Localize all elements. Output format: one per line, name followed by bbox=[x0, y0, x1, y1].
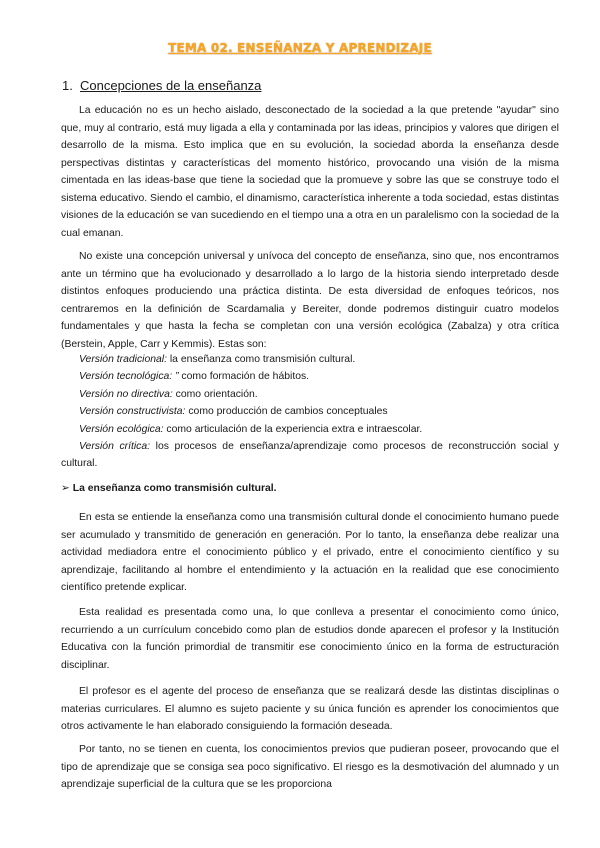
list-item bbox=[61, 368, 559, 385]
version-text: como articulación de la experiencia extra e intraescolar. bbox=[163, 423, 423, 435]
paragraph: Por tanto, no se tienen en cuenta, los conocimientos previos que pudieran poseer, provocando que el tipo de aprendizaje que se consiga sea poco significativo. El riesgo es la desmotivación del alumnado y un aprendizaje superficial de la cultura que se les proporciona bbox=[61, 744, 559, 790]
version-text: como producción de cambios conceptuales bbox=[185, 406, 388, 418]
version-text: como formación de hábitos. bbox=[178, 371, 310, 383]
version-label: Versión no directiva: bbox=[79, 388, 173, 400]
paragraph: En esta se entiende la enseñanza como una transmisión cultural donde el conocimiento humano puede ser acumulado y transmitido de generación en generación. Por lo tanto, la enseñanza debe realizar una actividad mediadora entre el conocimiento público y el privado, entre el conocimiento científico y su aprendizaje, facilitando al hombre el entendimiento y la actuación en la realidad que ese conocimiento científico pretende explicar. bbox=[61, 512, 559, 593]
version-text: la enseñanza como transmisión cultural. bbox=[166, 354, 356, 365]
section-heading-text: Concepciones de la enseñanza bbox=[80, 78, 262, 93]
arrow-bullet-icon: ➢ bbox=[61, 483, 70, 494]
paragraph: La educación no es un hecho aislado, desconectado de la sociedad a la que pretende "ayudar" sino que, muy al contrario, está muy ligada a ella y contaminada por las ideas, principios y valores que dirigen el desarrollo de la misma. Esto implica que en su evolución, la sociedad aborda la enseñanza desde perspectivas distintas y características del momento histórico, provocando una visión de la misma cimentada en las ideas-base que tiene la sociedad que la promueve y sobre las que se construye todo el sistema educativo. Siendo el cambio, el dinamismo, característica inherente a toda sociedad, estas distintas visiones de la educación se van sucediendo en el tiempo una a otra en un paralelismo con la sociedad de la cual emanan. bbox=[61, 105, 559, 239]
version-text: los procesos de enseñanza/aprendizaje como procesos de reconstrucción social y cultural. bbox=[61, 441, 559, 470]
paragraph: No existe una concepción universal y unívoca del concepto de enseñanza, sino que, nos encontramos ante un término que ha evolucionado y desarrollado a lo largo de la historia siendo interpretado desde distintos enfoques produciendo una práctica distinta. De esta diversidad de enfoques teóricos, nos centraremos en la definición de Scardamalia y Bereiter, donde podremos distinguir cuatro modelos fundamentales y que hasta la fecha se completan con una versión ecológica (Zabalza) y otra crítica (Berstein, Apple, Carr y Kemmis). Estas son: bbox=[61, 251, 559, 350]
list-item bbox=[61, 351, 559, 368]
version-label: Versión ecológica: bbox=[79, 423, 164, 435]
version-label: Versión crítica: bbox=[79, 441, 151, 453]
paragraph: Esta realidad es presentada como una, lo que conlleva a presentar el conocimiento como único, recurriendo a un currículum concebido como plan de estudios donde aparecen el profesor y la Institución Educativa con la función primordial de transmitir ese conocimiento único en la forma de estructuración disciplinar. bbox=[61, 607, 559, 671]
document-title: TEMA 02. ENSEÑANZA Y APRENDIZAJE bbox=[168, 41, 432, 55]
list-item bbox=[61, 386, 559, 403]
list-item bbox=[61, 403, 559, 420]
version-label: Versión constructivista: bbox=[79, 406, 186, 418]
subsection-heading bbox=[61, 482, 277, 494]
version-text: como orientación. bbox=[172, 388, 258, 400]
section-heading bbox=[62, 78, 261, 93]
list-item bbox=[61, 421, 559, 438]
version-label: Versión tradicional: bbox=[79, 354, 167, 365]
section-number: 1. bbox=[62, 78, 73, 93]
versions-list bbox=[61, 351, 559, 473]
list-item bbox=[61, 438, 559, 473]
paragraph: El profesor es el agente del proceso de enseñanza que se realizará desde las distintas disciplinas o materias curriculares. El alumno es sujeto paciente y su única función es aprender los conocimientos que otros activamente le han elaborado consiguiendo la formación deseada. bbox=[61, 686, 559, 732]
subsection-heading-text: La enseñanza como transmisión cultural. bbox=[72, 483, 277, 494]
version-label: Versión tecnológica: ” bbox=[79, 371, 179, 383]
